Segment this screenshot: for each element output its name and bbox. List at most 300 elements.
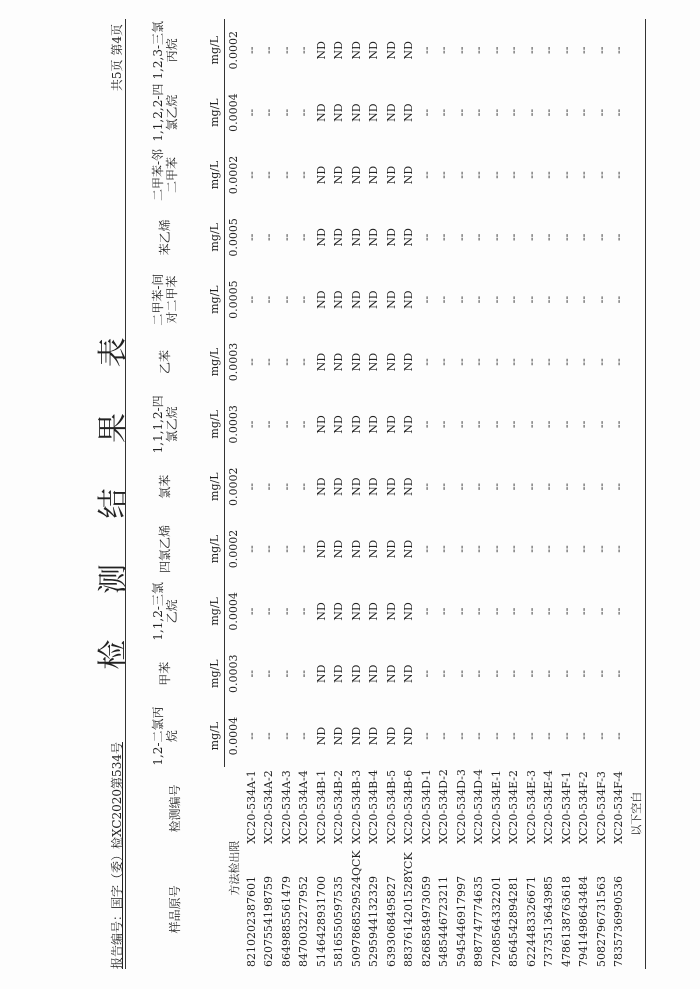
result-cell: ND <box>384 415 398 434</box>
result-cell: -- <box>437 732 451 740</box>
sample-id-cell: 7373513643985 <box>542 876 556 967</box>
result-cell: -- <box>559 545 573 553</box>
result-cell: -- <box>244 482 258 491</box>
test-code-cell: XC20-534E-2 <box>507 769 521 844</box>
result-cell: ND <box>314 228 328 247</box>
table-row <box>418 19 436 969</box>
result-cell: -- <box>297 233 311 242</box>
result-cell: ND <box>349 165 363 185</box>
result-cell: -- <box>279 233 293 242</box>
result-cell: ND <box>332 228 346 247</box>
sample-id-cell: 5097868529524QCK <box>349 850 363 967</box>
result-cell: -- <box>577 171 591 179</box>
result-cell: -- <box>472 171 486 179</box>
result-cell: -- <box>279 607 293 616</box>
table-row <box>453 19 471 969</box>
result-cell: -- <box>559 420 573 429</box>
result-cell: -- <box>524 670 538 678</box>
result-cell: -- <box>244 420 258 429</box>
result-cell: ND <box>332 602 346 621</box>
result-cell: -- <box>244 295 258 304</box>
result-cell: -- <box>524 108 538 117</box>
detection-limit-value: 0.0005 <box>227 280 241 319</box>
result-cell: -- <box>437 295 451 304</box>
result-cell: -- <box>262 670 276 678</box>
result-cell: -- <box>507 545 521 553</box>
detection-limit-value: 0.0004 <box>227 716 241 756</box>
result-cell: -- <box>559 358 573 366</box>
result-cell: ND <box>314 165 328 185</box>
result-cell: ND <box>384 103 398 122</box>
result-cell: -- <box>262 545 276 553</box>
test-code-cell: XC20-534E-3 <box>524 769 538 844</box>
result-cell: -- <box>612 732 626 740</box>
result-cell: ND <box>314 664 328 683</box>
table-row <box>313 19 331 969</box>
sample-id-cell: 8268584973059 <box>419 876 433 967</box>
unit-cell: mg/L <box>204 144 225 206</box>
table-row <box>365 19 383 969</box>
result-cell: -- <box>454 108 468 117</box>
result-cell: -- <box>542 171 556 179</box>
detection-limit-value: 0.0002 <box>227 30 241 70</box>
sample-id-cell: 6207554198759 <box>262 876 276 967</box>
result-cell: -- <box>454 171 468 179</box>
result-cell: -- <box>419 420 433 429</box>
table-row <box>470 19 488 969</box>
result-cell: -- <box>419 46 433 54</box>
result-cell: -- <box>542 420 556 429</box>
sample-id-cell: 5945446917997 <box>454 876 468 967</box>
unit-cell: mg/L <box>204 268 225 330</box>
unit-cell: mg/L <box>204 518 225 580</box>
result-cell: -- <box>577 46 591 54</box>
test-code-cell: XC20-534B-5 <box>384 769 398 844</box>
result-cell: -- <box>559 295 573 304</box>
footer-note-row <box>628 19 646 969</box>
result-cell: -- <box>542 732 556 740</box>
result-cell: -- <box>594 607 608 616</box>
table-row <box>348 19 366 969</box>
result-cell: ND <box>349 726 363 746</box>
result-cell: ND <box>367 290 381 309</box>
result-cell: -- <box>594 46 608 54</box>
table-row <box>488 19 506 969</box>
result-cell: -- <box>262 295 276 304</box>
result-cell: -- <box>419 732 433 740</box>
header-analyte: 二甲苯-间对二甲苯 <box>151 273 179 326</box>
result-cell: -- <box>577 108 591 117</box>
result-cell: -- <box>524 46 538 54</box>
header-analyte: 1,2,3-三氯丙烷 <box>151 20 179 80</box>
result-cell: -- <box>472 607 486 616</box>
header-analyte: 氯苯 <box>158 474 172 499</box>
result-cell: ND <box>349 477 363 496</box>
result-cell: ND <box>332 726 346 746</box>
result-cell: -- <box>559 732 573 740</box>
result-cell: -- <box>489 545 503 553</box>
table-row <box>593 19 611 969</box>
result-cell: ND <box>384 539 398 559</box>
header-analyte: 1,1,1,2-四氯乙烷 <box>151 395 179 454</box>
result-cell: ND <box>384 664 398 683</box>
result-cell: -- <box>279 420 293 429</box>
test-code-cell: XC20-534B-3 <box>349 769 363 844</box>
result-cell: -- <box>612 545 626 553</box>
sample-id-cell: 8837614201528YCK <box>402 852 416 967</box>
result-cell: ND <box>402 726 416 746</box>
result-cell: ND <box>384 477 398 496</box>
table-row <box>575 19 593 969</box>
result-cell: -- <box>524 358 538 366</box>
result-cell: ND <box>402 539 416 559</box>
sample-id-cell: 6393068495827 <box>384 876 398 967</box>
result-cell: -- <box>419 233 433 242</box>
result-cell: -- <box>279 358 293 366</box>
result-cell: -- <box>542 482 556 491</box>
result-cell: -- <box>244 545 258 553</box>
header-analyte: 苯乙烯 <box>158 219 172 256</box>
sample-id-cell: 6224483326671 <box>524 876 538 967</box>
result-cell: -- <box>612 233 626 242</box>
result-cell: -- <box>454 295 468 304</box>
result-cell: ND <box>384 726 398 746</box>
test-code-cell: XC20-534A-2 <box>262 770 276 844</box>
sample-id-cell: 5146428931700 <box>314 876 328 967</box>
result-cell: -- <box>577 358 591 366</box>
result-cell: -- <box>437 670 451 678</box>
result-cell: -- <box>279 545 293 553</box>
test-code-cell: XC20-534F-4 <box>612 771 626 844</box>
result-cell: -- <box>297 607 311 616</box>
unit-cell: mg/L <box>204 81 225 143</box>
result-cell: -- <box>507 358 521 366</box>
result-cell: -- <box>472 233 486 242</box>
result-cell: -- <box>419 670 433 678</box>
table-row <box>540 19 558 969</box>
unit-cell: mg/L <box>204 19 225 81</box>
result-cell: ND <box>402 103 416 122</box>
unit-cell: mg/L <box>204 206 225 268</box>
result-cell: -- <box>524 233 538 242</box>
result-cell: -- <box>262 46 276 54</box>
result-cell: -- <box>454 545 468 553</box>
result-cell: -- <box>542 607 556 616</box>
sample-id-cell: 8987747774635 <box>472 876 486 967</box>
result-cell: ND <box>332 664 346 683</box>
result-cell: -- <box>262 171 276 179</box>
result-cell: ND <box>384 352 398 372</box>
result-cell: -- <box>489 233 503 242</box>
result-cell: -- <box>577 545 591 553</box>
result-cell: -- <box>524 732 538 740</box>
detection-limit-value: 0.0003 <box>227 654 241 693</box>
result-cell: ND <box>402 41 416 60</box>
result-cell: -- <box>612 358 626 366</box>
sample-id-cell: 7835736990536 <box>612 876 626 967</box>
result-cell: ND <box>349 228 363 247</box>
result-cell: -- <box>297 545 311 553</box>
result-cell: -- <box>559 46 573 54</box>
result-cell: ND <box>332 290 346 309</box>
result-cell: -- <box>594 545 608 553</box>
result-cell: ND <box>314 41 328 60</box>
result-cell: -- <box>507 233 521 242</box>
result-cell: -- <box>244 108 258 117</box>
result-cell: -- <box>507 732 521 740</box>
test-code-cell: XC20-534A-3 <box>279 770 293 844</box>
result-cell: -- <box>454 482 468 491</box>
result-cell: -- <box>489 732 503 740</box>
result-cell: ND <box>367 41 381 60</box>
result-cell: -- <box>244 46 258 54</box>
result-cell: -- <box>297 732 311 740</box>
table-row <box>278 19 296 969</box>
result-cell: -- <box>594 420 608 429</box>
result-cell: -- <box>542 545 556 553</box>
result-cell: -- <box>594 108 608 117</box>
result-cell: -- <box>472 670 486 678</box>
header-analyte: 1,2-二氯丙烷 <box>151 706 179 766</box>
result-cell: ND <box>314 602 328 621</box>
result-cell: -- <box>542 233 556 242</box>
result-cell: -- <box>559 233 573 242</box>
table-row <box>383 19 401 969</box>
sample-id-cell: 8210202387601 <box>244 876 258 967</box>
sample-id-cell: 7941498643484 <box>577 876 591 967</box>
result-cell: -- <box>297 295 311 304</box>
footer-note: 以下空白 <box>630 791 644 836</box>
sample-id-cell: 4786138763618 <box>559 876 573 967</box>
result-cell: -- <box>507 171 521 179</box>
table-row <box>260 19 278 969</box>
result-cell: ND <box>349 602 363 621</box>
header-sample-id: 样品原号 <box>168 885 183 934</box>
test-code-cell: XC20-534E-4 <box>542 769 556 844</box>
result-cell: ND <box>314 477 328 496</box>
table-row <box>400 19 418 969</box>
test-code-cell: XC20-534D-3 <box>454 769 468 844</box>
result-cell: -- <box>559 670 573 678</box>
unit-cell: mg/L <box>204 331 225 393</box>
result-cell: -- <box>577 607 591 616</box>
detection-limit-value: 0.0003 <box>227 405 241 444</box>
result-cell: -- <box>419 545 433 553</box>
table-row <box>523 19 541 969</box>
result-cell: -- <box>244 233 258 242</box>
result-cell: ND <box>314 290 328 309</box>
result-cell: -- <box>419 358 433 366</box>
result-cell: ND <box>402 290 416 309</box>
result-cell: -- <box>577 482 591 491</box>
result-cell: ND <box>349 415 363 434</box>
result-cell: ND <box>367 602 381 621</box>
result-cell: -- <box>594 233 608 242</box>
result-cell: -- <box>594 295 608 304</box>
result-cell: -- <box>262 732 276 740</box>
result-cell: ND <box>367 726 381 746</box>
result-cell: -- <box>472 295 486 304</box>
header-analyte: 1,1,2,2-四氯乙烷 <box>151 83 179 142</box>
result-cell: -- <box>454 233 468 242</box>
table-body <box>225 19 646 969</box>
result-cell: -- <box>262 607 276 616</box>
result-cell: -- <box>594 670 608 678</box>
result-cell: ND <box>332 41 346 60</box>
test-code-cell: XC20-534B-1 <box>314 769 328 844</box>
empty-cell <box>628 850 646 969</box>
unit-cell: mg/L <box>204 643 225 705</box>
result-cell: -- <box>437 233 451 242</box>
result-cell: ND <box>367 415 381 434</box>
unit-cell: mg/L <box>204 393 225 455</box>
result-cell: -- <box>542 670 556 678</box>
result-cell: -- <box>297 358 311 366</box>
test-code-cell: XC20-534D-2 <box>437 769 451 844</box>
result-cell: ND <box>349 41 363 60</box>
result-cell: -- <box>244 171 258 179</box>
result-cell: -- <box>472 420 486 429</box>
result-cell: -- <box>489 670 503 678</box>
result-cell: -- <box>489 358 503 366</box>
result-cell: -- <box>612 670 626 678</box>
result-cell: ND <box>349 290 363 309</box>
result-cell: -- <box>612 171 626 179</box>
result-cell: -- <box>524 482 538 491</box>
result-cell: ND <box>384 602 398 621</box>
result-cell: -- <box>612 420 626 429</box>
header-analyte: 乙苯 <box>158 350 172 375</box>
result-cell: -- <box>279 732 293 740</box>
result-cell: -- <box>577 670 591 678</box>
result-cell: -- <box>507 420 521 429</box>
result-cell: -- <box>297 46 311 54</box>
result-cell: ND <box>367 539 381 559</box>
result-cell: -- <box>489 295 503 304</box>
result-cell: -- <box>472 108 486 117</box>
sample-id-cell: 5082796731563 <box>594 876 608 967</box>
test-code-cell: XC20-534B-2 <box>332 769 346 844</box>
result-cell: -- <box>489 46 503 54</box>
result-cell: -- <box>262 108 276 117</box>
result-cell: ND <box>332 103 346 122</box>
header-row <box>126 19 205 969</box>
table-row <box>243 19 261 969</box>
result-cell: ND <box>402 602 416 621</box>
result-cell: -- <box>419 607 433 616</box>
sample-id-cell: 8649885561479 <box>279 876 293 967</box>
result-cell: -- <box>559 607 573 616</box>
result-cell: -- <box>507 670 521 678</box>
result-cell: -- <box>577 420 591 429</box>
result-cell: -- <box>489 482 503 491</box>
result-cell: -- <box>279 46 293 54</box>
result-cell: -- <box>507 295 521 304</box>
sample-id-cell: 8470032277952 <box>297 876 311 967</box>
result-cell: -- <box>507 108 521 117</box>
result-cell: -- <box>279 171 293 179</box>
result-cell: ND <box>314 415 328 434</box>
header-test-code: 检测编号 <box>168 784 183 833</box>
detection-limit-value: 0.0005 <box>227 218 241 257</box>
result-cell: -- <box>577 732 591 740</box>
detection-limit-value: 0.0002 <box>227 155 241 195</box>
result-cell: -- <box>612 46 626 54</box>
result-cell: ND <box>332 539 346 559</box>
header-analyte: 1,1,2-三氯乙烷 <box>151 582 179 641</box>
unit-cell: mg/L <box>204 456 225 518</box>
result-cell: -- <box>524 171 538 179</box>
result-cell: -- <box>542 46 556 54</box>
result-cell: -- <box>437 46 451 54</box>
result-cell: -- <box>559 108 573 117</box>
result-cell: -- <box>577 295 591 304</box>
result-cell: ND <box>384 41 398 60</box>
result-cell: ND <box>402 477 416 496</box>
result-cell: -- <box>262 482 276 491</box>
result-cell: -- <box>507 482 521 491</box>
result-cell: -- <box>454 607 468 616</box>
result-cell: -- <box>542 295 556 304</box>
result-cell: -- <box>594 171 608 179</box>
test-code-cell: XC20-534F-1 <box>559 771 573 844</box>
result-cell: -- <box>244 732 258 740</box>
results-table <box>125 19 646 969</box>
result-cell: -- <box>612 108 626 117</box>
result-cell: -- <box>454 670 468 678</box>
unit-cell: mg/L <box>204 705 225 767</box>
page-info: 共5页 第4页 <box>110 24 124 92</box>
detection-limit-value: 0.0004 <box>227 592 241 631</box>
result-cell: -- <box>472 482 486 491</box>
sample-id-cell: 8564542894281 <box>507 876 521 967</box>
result-cell: ND <box>367 165 381 185</box>
result-cell: ND <box>314 539 328 559</box>
header-analyte: 二甲苯-邻二甲苯 <box>151 148 179 201</box>
result-cell: ND <box>332 165 346 185</box>
result-cell: ND <box>402 352 416 372</box>
result-cell: -- <box>437 545 451 553</box>
result-cell: -- <box>297 420 311 429</box>
result-cell: -- <box>594 482 608 491</box>
detection-limit-value: 0.0002 <box>227 529 241 569</box>
result-cell: -- <box>297 670 311 678</box>
result-cell: -- <box>244 670 258 678</box>
table-row <box>505 19 523 969</box>
result-cell: ND <box>332 477 346 496</box>
result-cell: -- <box>612 607 626 616</box>
result-cell: ND <box>402 664 416 683</box>
result-cell: -- <box>279 108 293 117</box>
result-cell: -- <box>489 420 503 429</box>
result-cell: -- <box>612 295 626 304</box>
result-cell: -- <box>507 607 521 616</box>
result-cell: -- <box>419 295 433 304</box>
result-cell: -- <box>437 108 451 117</box>
result-cell: ND <box>349 352 363 372</box>
result-cell: -- <box>279 670 293 678</box>
result-cell: -- <box>437 482 451 491</box>
result-cell: ND <box>384 290 398 309</box>
result-cell: -- <box>244 358 258 366</box>
result-cell: ND <box>367 664 381 683</box>
result-cell: ND <box>349 539 363 559</box>
result-cell: -- <box>262 358 276 366</box>
detection-limit-row <box>225 19 243 969</box>
result-cell: -- <box>559 482 573 491</box>
test-code-cell: XC20-534E-1 <box>489 769 503 844</box>
result-cell: -- <box>297 171 311 179</box>
